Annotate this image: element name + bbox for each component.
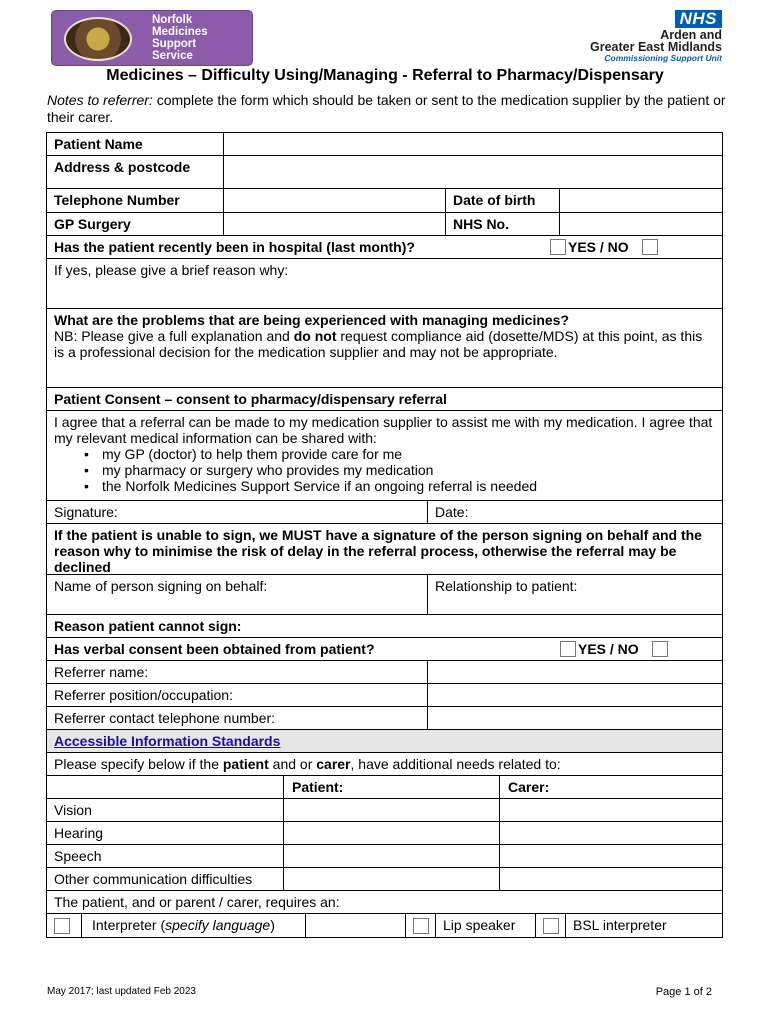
patient-name-label: Patient Name — [54, 136, 143, 152]
telephone-field[interactable] — [223, 189, 445, 212]
nhs-badge: NHS — [675, 10, 722, 28]
checkbox-icon[interactable] — [543, 918, 559, 934]
nb-part1: NB: Please give a full explanation and — [54, 328, 294, 344]
nhs-logo — [542, 10, 722, 64]
need-label: Hearing — [54, 825, 104, 841]
referrer-name-field[interactable] — [427, 661, 722, 683]
hospital-question: Has the patient recently been in hospital (last month)? — [54, 239, 415, 255]
referrer-position-field[interactable] — [427, 684, 722, 706]
requires-label: The patient, and or parent / carer, requires an: — [54, 894, 340, 910]
need-row-hearing — [46, 822, 723, 845]
telephone-label: Telephone Number — [54, 192, 180, 208]
logo-text — [152, 14, 208, 62]
relationship-field[interactable]: Relationship to patient: — [427, 575, 722, 614]
referral-form — [46, 132, 723, 938]
notes-to-referrer — [47, 92, 727, 126]
address-field[interactable] — [223, 156, 722, 188]
signature-row — [46, 501, 723, 524]
verbal-consent-row — [46, 638, 723, 661]
consent-heading-row — [46, 388, 723, 411]
hearing-patient-field[interactable] — [283, 822, 499, 844]
interpreter-row — [46, 914, 723, 938]
date-field[interactable]: Date: — [427, 501, 722, 523]
need-row-vision — [46, 799, 723, 822]
specify-part5: , have additional needs related to: — [350, 756, 561, 772]
problems-block — [47, 309, 722, 387]
verbal-consent-question: Has verbal consent been obtained from patient? — [54, 641, 375, 657]
page-header — [0, 0, 770, 68]
nb-part2: do not — [293, 328, 337, 344]
need-row-speech — [46, 845, 723, 868]
checkbox-icon[interactable] — [642, 239, 658, 255]
requires-row — [46, 891, 723, 914]
specify-part2: patient — [222, 756, 269, 772]
hospital-no-checkbox[interactable] — [635, 236, 665, 258]
consent-text-row — [46, 411, 723, 501]
vision-carer-field[interactable] — [499, 799, 722, 821]
specify-part3: and or — [268, 756, 317, 772]
behalf-row — [46, 575, 723, 615]
problems-nb — [54, 328, 715, 360]
norfolk-medicines-logo — [51, 10, 253, 66]
referrer-position-row — [46, 684, 723, 707]
checkbox-icon[interactable] — [413, 918, 429, 934]
address-row — [46, 156, 723, 189]
needs-header-row — [46, 776, 723, 799]
bsl-label: BSL interpreter — [565, 914, 722, 937]
dob-label: Date of birth — [445, 189, 559, 212]
consent-bullet: • my GP (doctor) to help them provide care for me — [84, 446, 715, 462]
other-patient-field[interactable] — [283, 868, 499, 890]
seal-icon — [64, 17, 132, 61]
hospital-yes-no-label: YES / NO — [568, 239, 629, 255]
interpreter-part1: Interpreter ( — [92, 917, 166, 933]
consent-bullet: • the Norfolk Medicines Support Service if an ongoing referral is needed — [84, 478, 715, 494]
nhs-no-field[interactable] — [559, 213, 722, 235]
referrer-phone-label: Referrer contact telephone number: — [54, 710, 276, 726]
patient-column-header — [283, 776, 499, 798]
nhs-org-line1: Arden and — [660, 28, 722, 42]
gp-surgery-label: GP Surgery — [54, 216, 131, 232]
nhs-no-label: NHS No. — [445, 213, 559, 235]
reason-row[interactable] — [46, 615, 723, 638]
verbal-yes-no-label: YES / NO — [578, 641, 639, 657]
hospital-row — [46, 236, 723, 259]
specify-text — [47, 753, 722, 775]
notes-text: complete the form which should be taken or sent to the medication supplier by the patient or their carer. — [47, 92, 726, 125]
nhs-org-line3: Commissioning Support Unit — [604, 53, 722, 63]
ais-row — [46, 730, 723, 753]
footer-date: May 2017; last updated Feb 2023 — [47, 986, 196, 997]
unable-sign-row — [46, 524, 723, 575]
specify-part4: carer — [316, 756, 351, 772]
gp-surgery-field[interactable] — [223, 213, 445, 235]
need-label: Speech — [54, 848, 102, 864]
consent-bullet: • my pharmacy or surgery who provides my medication — [84, 462, 715, 478]
logo-line: Support — [152, 38, 197, 50]
speech-carer-field[interactable] — [499, 845, 722, 867]
referrer-phone-field[interactable] — [427, 707, 722, 729]
logo-line: Norfolk — [152, 14, 193, 26]
accessible-information-standards-link[interactable]: Accessible Information Standards — [54, 733, 281, 749]
referrer-phone-row — [46, 707, 723, 730]
specify-part1: Please specify below if the — [54, 756, 223, 772]
speech-patient-field[interactable] — [283, 845, 499, 867]
hearing-carer-field[interactable] — [499, 822, 722, 844]
patient-name-row — [46, 132, 723, 156]
specify-row — [46, 753, 723, 776]
if-yes-label: If yes, please give a brief reason why: — [54, 262, 289, 278]
vision-patient-field[interactable] — [283, 799, 499, 821]
patient-column-label: Patient: — [292, 779, 344, 795]
referrer-name-label: Referrer name: — [54, 664, 149, 680]
ais-cell — [47, 730, 722, 752]
telephone-row — [46, 189, 723, 213]
page-title: Medicines – Difficulty Using/Managing - Referral to Pharmacy/Dispensary — [106, 67, 664, 84]
checkbox-icon[interactable] — [54, 918, 70, 934]
interpreter-part2: specify language — [165, 917, 271, 933]
patient-name-field[interactable] — [223, 133, 722, 155]
lip-speaker-checkbox[interactable] — [405, 914, 435, 937]
verbal-no-checkbox[interactable] — [645, 638, 675, 660]
checkbox-icon[interactable] — [652, 641, 668, 657]
dob-field[interactable] — [559, 189, 722, 212]
bsl-checkbox[interactable] — [535, 914, 565, 937]
gp-row — [46, 213, 723, 236]
problems-question: What are the problems that are being experienced with managing medicines? — [54, 312, 570, 328]
need-row-other — [46, 868, 723, 891]
page-number: Page 1 of 2 — [655, 986, 712, 998]
lip-speaker-label: Lip speaker — [435, 914, 535, 937]
referrer-name-row — [46, 661, 723, 684]
nb-part3: request compliance aid (dosette/MDS) at this point, as this is a professional decision for the medication supplier and may not be appropriate. — [54, 328, 703, 360]
interpreter-checkbox[interactable] — [47, 914, 81, 937]
logo-line: Medicines — [152, 26, 208, 38]
reason-cannot-sign-label: Reason patient cannot sign: — [54, 618, 242, 634]
interpreter-part3: ) — [270, 917, 275, 933]
name-behalf-field[interactable]: Name of person signing on behalf: — [54, 578, 268, 594]
unable-sign-notice: If the patient is unable to sign, we MUST have a signature of the person signing on behalf and the reason why to minimise the risk of delay in the referral process, otherwise the referral may be declined — [54, 527, 702, 575]
consent-heading: Patient Consent – consent to pharmacy/dispensary referral — [54, 391, 447, 407]
consent-bullet-list — [84, 446, 715, 494]
interpreter-label — [81, 914, 305, 937]
logo-line: Service — [152, 50, 193, 62]
other-carer-field[interactable] — [499, 868, 722, 890]
notes-label: Notes to referrer: — [47, 92, 153, 108]
problems-row[interactable] — [46, 309, 723, 388]
consent-text: I agree that a referral can be made to my medication supplier to assist me with my medication. I agree that my relevant medical information can be shared with: — [54, 414, 713, 446]
address-label: Address & postcode — [54, 159, 191, 175]
if-yes-row[interactable] — [46, 259, 723, 309]
signature-field[interactable]: Signature: — [54, 504, 118, 520]
nhs-org-line2: Greater East Midlands — [590, 40, 722, 54]
interpreter-language-field[interactable] — [305, 914, 405, 937]
need-label: Vision — [54, 802, 92, 818]
referrer-position-label: Referrer position/occupation: — [54, 687, 233, 703]
needs-header-blank — [47, 776, 283, 798]
need-label: Other communication difficulties — [54, 871, 253, 887]
carer-column-header: Carer: — [499, 776, 722, 798]
consent-block — [47, 411, 722, 500]
